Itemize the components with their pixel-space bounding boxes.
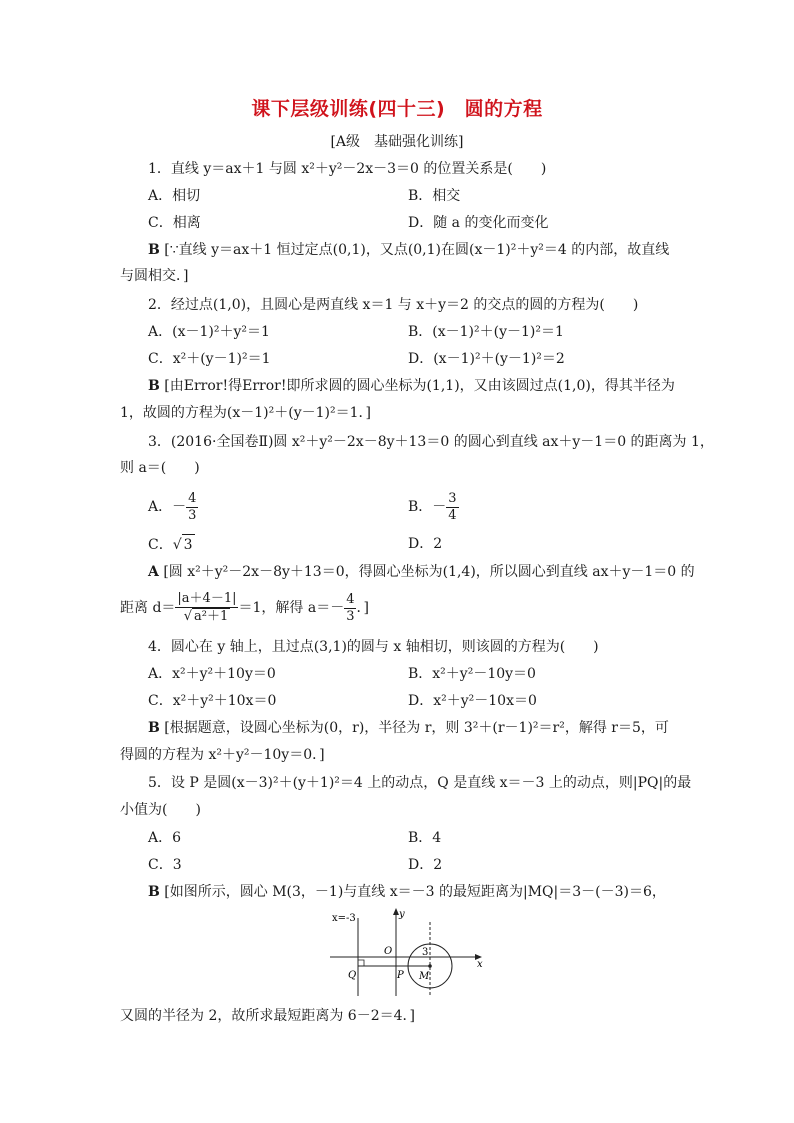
q2-option-d: D．(x－1)²＋(y－1)²＝2 bbox=[408, 351, 565, 367]
q3-answer-distance-numerator: |a＋4－1| bbox=[177, 591, 237, 606]
label-m: M bbox=[419, 971, 430, 982]
section-subtitle: [A级 基础强化训练] bbox=[330, 134, 464, 150]
q3-option-b-fraction bbox=[446, 491, 458, 524]
q4-option-b: B．x²＋y²－10y＝0 bbox=[408, 666, 536, 682]
point-m bbox=[428, 964, 432, 968]
q5-option-c: C．3 bbox=[148, 857, 182, 873]
q3-option-b bbox=[408, 488, 459, 526]
q4-stem: 4．圆心在 y 轴上，且过点(3,1)的圆与 x 轴相切，则该圆的方程为( ) bbox=[148, 639, 599, 655]
q1-answer-text-2: 与圆相交．] bbox=[120, 268, 189, 284]
q1-answer bbox=[148, 240, 669, 260]
q2-option-a: A．(x－1)²＋y²＝1 bbox=[148, 324, 270, 340]
q5-option-d: D．2 bbox=[408, 857, 443, 873]
q3-option-a bbox=[148, 488, 198, 526]
q5-answer bbox=[148, 882, 666, 902]
label-y: y bbox=[399, 909, 405, 920]
q3-answer-distance-fraction bbox=[175, 591, 238, 625]
q3-stem-1: 3．(2016·全国卷Ⅱ)圆 x²＋y²－2x－8y＋13＝0 的圆心到直线 ax＋y－1＝0 的距离为 1， bbox=[148, 434, 714, 450]
q3-option-a-fraction bbox=[186, 491, 198, 524]
q3-answer-distance-denominator bbox=[175, 608, 238, 625]
q3-option-b-prefix: B．－ bbox=[408, 499, 447, 515]
q4-answer-text-1: [根据题意，设圆心坐标为(0，r)，半径为 r，则 3²＋(r－1)²＝r²，解得 r＝5，可 bbox=[164, 720, 669, 736]
q3-stem-2: 则 a＝( ) bbox=[120, 460, 200, 476]
q3-option-b-denominator: 4 bbox=[448, 507, 457, 523]
q5-answer-letter: B bbox=[148, 884, 160, 900]
circle-line-figure bbox=[326, 904, 486, 999]
q3-option-a-prefix: A．－ bbox=[148, 499, 187, 515]
label-line-x-minus-3: x=-3 bbox=[332, 913, 356, 924]
q5-option-a: A．6 bbox=[148, 830, 182, 846]
sqrt-sign-icon: √ bbox=[183, 609, 192, 624]
q1-answer-letter: B bbox=[148, 242, 160, 258]
q4-answer-letter: B bbox=[148, 720, 160, 736]
q3-option-b-numerator: 3 bbox=[448, 490, 457, 506]
q3-answer-distance-mid: ＝1，解得 a＝－ bbox=[238, 600, 345, 616]
q3-answer-result-denominator: 3 bbox=[346, 608, 355, 624]
q2-option-b: B．(x－1)²＋(y－1)²＝1 bbox=[408, 324, 564, 340]
q3-option-c bbox=[148, 534, 195, 555]
q3-option-c-radicand: 3 bbox=[182, 534, 195, 555]
q3-answer-text-2 bbox=[120, 588, 369, 628]
q4-option-d: D．x²＋y²－10x＝0 bbox=[408, 693, 537, 709]
q3-option-a-denominator: 3 bbox=[188, 507, 197, 523]
label-3: 3 bbox=[422, 947, 429, 958]
q4-answer-text-2: 得圆的方程为 x²＋y²－10y＝0．] bbox=[120, 747, 325, 763]
q3-answer-result-numerator: 4 bbox=[346, 591, 355, 607]
q3-answer-distance-prefix: 距离 d＝ bbox=[120, 600, 176, 616]
q3-answer-distance-end: ．] bbox=[356, 600, 369, 616]
page-title: 课下层级训练(四十三) 圆的方程 bbox=[251, 98, 543, 120]
q4-answer bbox=[148, 718, 669, 738]
label-x: x bbox=[477, 959, 483, 970]
label-o: O bbox=[384, 946, 393, 957]
q1-option-d: D．随 a 的变化而变化 bbox=[408, 215, 549, 231]
q1-stem: 1．直线 y＝ax＋1 与圆 x²＋y²－2x－3＝0 的位置关系是( ) bbox=[148, 161, 547, 177]
q3-option-a-numerator: 4 bbox=[188, 490, 197, 506]
q4-option-a: A．x²＋y²＋10y＝0 bbox=[148, 666, 276, 682]
q3-option-d: D．2 bbox=[408, 536, 443, 552]
q5-stem-1: 5．设 P 是圆(x－3)²＋(y＋1)²＝4 上的动点，Q 是直线 x＝－3 上的动点，则|PQ|的最 bbox=[148, 775, 692, 791]
q3-answer-distance-radicand: a²＋1 bbox=[193, 609, 229, 624]
q1-answer-text-1: [∵直线 y＝ax＋1 恒过定点(0,1)，又点(0,1)在圆(x－1)²＋y²＝4 的内部，故直线 bbox=[164, 242, 670, 258]
q3-answer-letter: A bbox=[148, 564, 159, 580]
label-p: P bbox=[397, 970, 404, 981]
q3-answer bbox=[148, 562, 695, 582]
q5-answer-text-2: 又圆的半径为 2，故所求最短距离为 6－2＝4．] bbox=[120, 1008, 415, 1024]
q3-option-c-prefix: C． bbox=[148, 537, 173, 553]
q1-option-a: A．相切 bbox=[148, 188, 201, 204]
q1-option-b: B．相交 bbox=[408, 188, 461, 204]
q2-answer-text-2: 1，故圆的方程为(x－1)²＋(y－1)²＝1．] bbox=[120, 405, 371, 421]
q1-option-c: C．相离 bbox=[148, 215, 201, 231]
q4-option-c: C．x²＋y²＋10x＝0 bbox=[148, 693, 277, 709]
q3-answer-text-1: [圆 x²＋y²－2x－8y＋13＝0，得圆心坐标为(1,4)，所以圆心到直线 ax＋y－1＝0 的 bbox=[163, 564, 695, 580]
right-angle-mark bbox=[358, 960, 364, 966]
q2-answer-letter: B bbox=[148, 378, 160, 394]
q5-stem-2: 小值为( ) bbox=[120, 802, 201, 818]
q2-stem: 2．经过点(1,0)，且圆心是两直线 x＝1 与 x＋y＝2 的交点的圆的方程为( ) bbox=[148, 297, 639, 313]
q3-answer-result-fraction bbox=[344, 592, 356, 625]
label-q: Q bbox=[348, 970, 357, 981]
q2-answer bbox=[148, 376, 675, 396]
sqrt-sign-icon: √ bbox=[172, 537, 182, 553]
q2-option-c: C．x²＋(y－1)²＝1 bbox=[148, 351, 271, 367]
q2-answer-text-1: [由Error!得Error!即所求圆的圆心坐标为(1,1)，又由该圆过点(1,0)，得其半径为 bbox=[164, 378, 675, 394]
q5-option-b: B．4 bbox=[408, 830, 442, 846]
q5-answer-text-1: [如图所示，圆心 M(3，－1)与直线 x＝－3 的最短距离为|MQ|＝3－(－3)＝6， bbox=[164, 884, 666, 900]
